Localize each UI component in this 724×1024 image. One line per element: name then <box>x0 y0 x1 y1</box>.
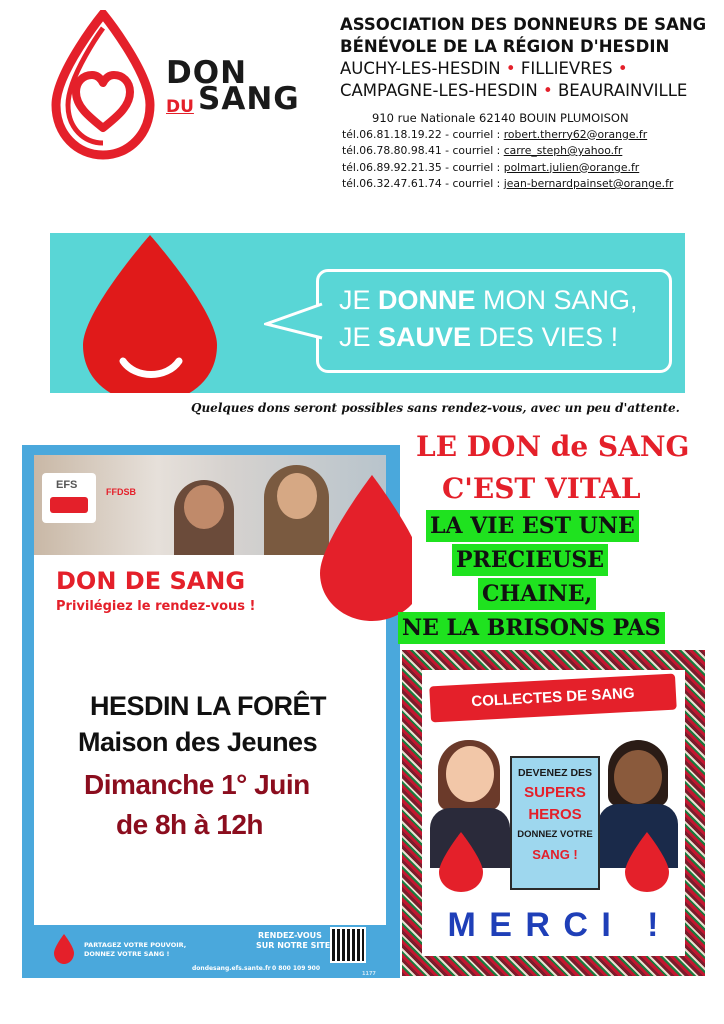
separator-dot: • <box>505 59 516 78</box>
slogan-text: JE <box>339 285 379 315</box>
qr-code[interactable] <box>332 929 364 961</box>
poster-white-panel <box>34 455 386 925</box>
contact-row <box>342 143 702 160</box>
footer-share-text: PARTAGEZ VOTRE POUVOIR, DONNEZ VOTRE SANG ! <box>84 941 187 958</box>
association-towns-2 <box>340 80 710 102</box>
collectes-title: COLLECTES DE SANG <box>470 684 635 711</box>
contact-row <box>342 160 702 177</box>
slogan-line-2 <box>339 319 618 356</box>
left-blood-drop-icon <box>436 830 486 894</box>
footer-blood-drop-icon <box>52 933 76 965</box>
efs-logo-text: EFS <box>56 479 78 491</box>
slogan-bold: SAUVE <box>378 322 472 352</box>
phone-text: tél.06.32.47.61.74 - courriel : <box>342 177 504 190</box>
efs-logo <box>42 473 96 523</box>
blood-drop-heart-icon <box>48 10 158 160</box>
person-1-face <box>184 485 224 529</box>
contact-row <box>342 176 702 193</box>
sign-line-2: SUPERS <box>524 784 586 801</box>
email-link[interactable]: robert.therry62@orange.fr <box>503 127 648 141</box>
town-campagne: CAMPAGNE-LES-HESDIN <box>340 81 538 100</box>
slogan-bold: DONNE <box>378 285 476 315</box>
town-fillievres: FILLIEVRES <box>520 59 613 78</box>
footer-phone: 0 800 109 900 <box>272 965 321 972</box>
footer-site[interactable]: dondesang.efs.sante.fr <box>192 965 271 972</box>
don-du-sang-logo <box>48 10 318 160</box>
contact-list <box>342 110 702 193</box>
association-region: BÉNÉVOLE DE LA RÉGION D'HESDIN <box>340 37 670 56</box>
town-beaurainville: BEAURAINVILLE <box>557 81 688 100</box>
town-auchy: AUCHY-LES-HESDIN <box>340 59 501 78</box>
separator-dot: • <box>617 59 628 78</box>
poster-title: DON DE SANG <box>56 567 246 595</box>
email-link[interactable]: jean-bernardpainset@orange.fr <box>503 177 674 190</box>
footer-rdv: RENDEZ-VOUS <box>258 931 322 940</box>
phone-text: tél.06.89.92.21.35 - courriel : <box>342 160 504 174</box>
walk-in-note: Quelques dons seront possibles sans rendez-vous, avec un peu d'attente. <box>185 395 691 421</box>
slogan-line-1 <box>339 282 638 319</box>
event-venue: Maison des Jeunes <box>78 727 318 757</box>
logo-text-du: DU <box>166 97 194 117</box>
association-header <box>340 14 710 102</box>
slogan-text: MON SANG, <box>475 285 638 315</box>
event-details <box>34 679 386 909</box>
person-2-face <box>277 473 317 519</box>
footer-rdv-site: SUR NOTRE SITE <box>256 941 331 950</box>
poster-blood-drop <box>312 473 412 623</box>
event-hours: de 8h à 12h <box>116 809 264 840</box>
email-link[interactable]: carre_steph@yahoo.fr <box>503 144 623 157</box>
separator-dot: • <box>542 81 553 100</box>
sign-line-1: DEVENEZ DES <box>517 767 593 779</box>
phone-text: tél.06.81.18.19.22 - courriel : <box>342 127 504 141</box>
vital-line-2: C'EST VITAL <box>442 472 641 505</box>
hero-girl-face <box>446 746 494 802</box>
address: 910 rue Nationale 62140 BOUIN PLUMOISON <box>372 111 629 125</box>
efs-logo-mark <box>50 497 88 513</box>
collectes-poster <box>402 650 705 976</box>
ffdsb-logo: FFDSB <box>106 487 136 497</box>
hero-boy-face <box>614 750 662 804</box>
logo-text-don: DON <box>166 55 248 91</box>
phone-text: tél.06.78.80.98.41 - courriel : <box>342 144 504 157</box>
sign-line-4: DONNEZ VOTRE <box>517 829 593 840</box>
blood-drop-icon <box>75 233 225 393</box>
chain-line-2: PRECIEUSE <box>452 544 608 576</box>
event-place: HESDIN LA FORÊT <box>90 691 327 721</box>
association-towns-1 <box>340 58 710 80</box>
sign-line-5: SANG ! <box>532 847 578 862</box>
sign-line-3: HEROS <box>528 806 582 823</box>
bubble-tail <box>264 302 324 342</box>
chain-line-4: NE LA BRISONS PAS <box>398 612 665 644</box>
event-date: Dimanche 1° Juin <box>84 769 310 800</box>
poster-ref: 1177 <box>362 971 376 977</box>
vital-line-1: LE DON de SANG <box>416 430 690 463</box>
slogan-banner <box>50 233 685 393</box>
efs-poster <box>22 445 400 978</box>
merci-text: M E R C I ! <box>447 906 661 944</box>
collectes-panel <box>422 670 685 956</box>
contact-row <box>342 127 702 144</box>
association-name: ASSOCIATION DES DONNEURS DE SANG <box>340 15 707 34</box>
slogan-text: JE <box>339 322 379 352</box>
poster-subtitle: Privilégiez le rendez-vous ! <box>56 599 256 614</box>
speech-bubble <box>316 269 672 373</box>
email-link[interactable]: polmart.julien@orange.fr <box>503 160 640 174</box>
right-blood-drop-icon <box>622 830 672 894</box>
collectes-title-box <box>429 674 677 723</box>
logo-text-sang: SANG <box>198 81 300 117</box>
chain-line-3: CHAINE, <box>478 578 596 610</box>
chain-line-1: LA VIE EST UNE <box>426 510 639 542</box>
slogan-text: DES VIES ! <box>471 322 619 352</box>
poster-footer <box>22 925 400 978</box>
heroes-sign <box>510 756 600 890</box>
